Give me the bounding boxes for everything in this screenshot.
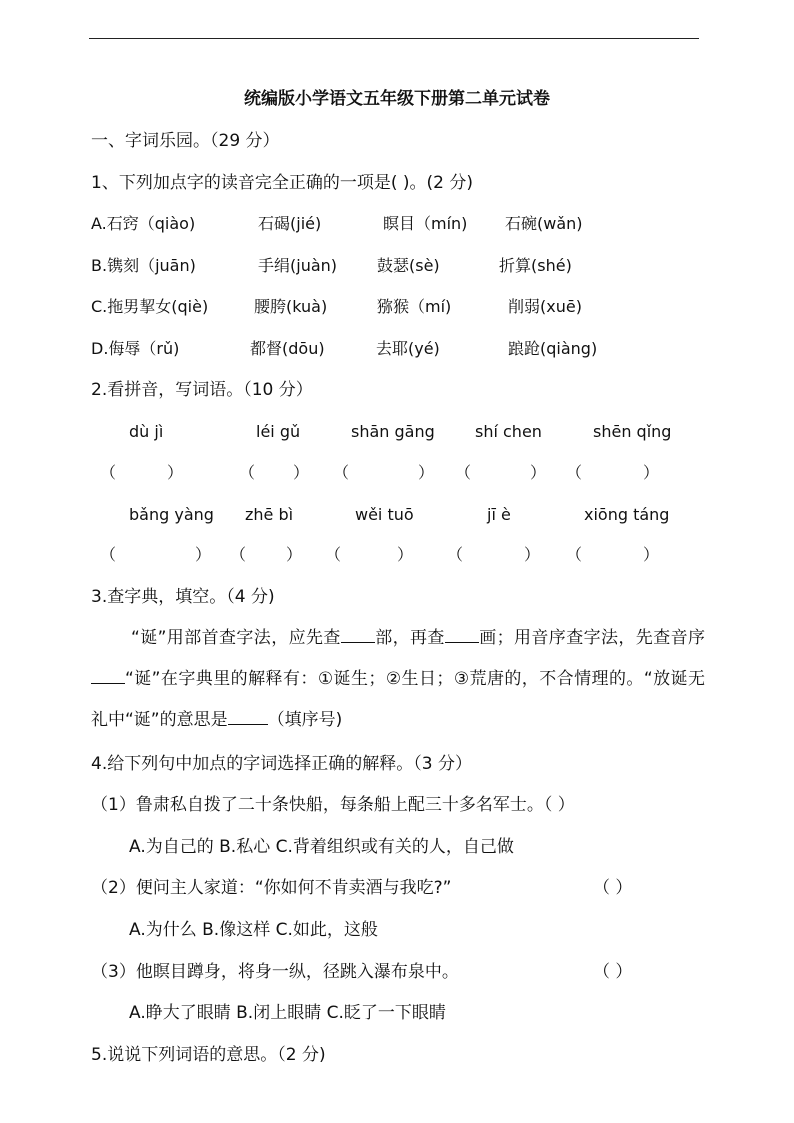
answer-box-close: ） — [418, 463, 435, 482]
pinyin-2-2: zhē bì — [245, 505, 294, 524]
q1-option-d-4: 踉跄(qiàng) — [508, 339, 598, 358]
pinyin-2-3: wěi tuō — [355, 505, 414, 524]
pinyin-2-1: bǎng yàng — [129, 505, 214, 524]
q3-text-3: 画；用音序查字法，先查音序 — [478, 628, 706, 648]
q3-text-2: 部，再查 — [374, 628, 445, 648]
pinyin-2-5: xiōng táng — [584, 505, 670, 524]
q1-option-b-4: 折算(shé) — [499, 256, 572, 275]
pinyin-1-5: shēn qǐng — [593, 422, 672, 441]
fill-blank[interactable] — [341, 626, 375, 643]
q4-answer-paren-3: （ ） — [593, 962, 633, 982]
answer-box-open: （ — [100, 545, 117, 564]
answer-box-open: （ — [230, 545, 247, 564]
q1-option-a-3: 瞑目（mín) — [383, 214, 468, 233]
q4-options-1: A.为自己的 B.私心 C.背着组织或有关的人，自己做 — [129, 837, 514, 857]
answer-box-close: ） — [293, 463, 310, 482]
fill-blank[interactable] — [228, 708, 268, 725]
q1-option-a-4: 石碗(wǎn) — [505, 214, 583, 233]
pinyin-1-1: dù jì — [129, 422, 164, 441]
header-rule — [89, 38, 699, 39]
answer-box-open: （ — [447, 545, 464, 564]
answer-box-open: （ — [100, 463, 117, 482]
q1-option-d-2: 都督(dōu) — [250, 339, 325, 358]
answer-box-close: ） — [643, 463, 660, 482]
answer-box-close: ） — [643, 545, 660, 564]
q1-option-a-2: 石碣(jié) — [258, 214, 322, 233]
q1-option-c-2: 腰胯(kuà) — [254, 297, 328, 316]
answer-box-close: ） — [195, 545, 212, 564]
answer-box-open: （ — [239, 463, 256, 482]
q4-options-2: A.为什么 B.像这样 C.如此，这般 — [129, 920, 378, 940]
q3-text-1: “诞”用部首查字法，应先查 — [131, 628, 341, 648]
pinyin-1-2: léi gǔ — [256, 422, 301, 441]
section-heading: 一、字词乐园。（29 分） — [91, 131, 280, 151]
answer-box-close: ） — [286, 545, 303, 564]
answer-box-open: （ — [566, 545, 583, 564]
question-3-paragraph — [91, 618, 705, 741]
answer-box-open: （ — [325, 545, 342, 564]
answer-box-open: （ — [566, 463, 583, 482]
fill-blank[interactable] — [91, 667, 125, 684]
answer-box-open: （ — [455, 463, 472, 482]
q3-text-5: （填序号) — [267, 710, 343, 730]
fill-blank[interactable] — [445, 626, 479, 643]
q4-sentence-3: （3）他瞑目蹲身，将身一纵，径跳入瀑布泉中。 — [91, 962, 459, 982]
q1-option-d-1: D.侮辱（rǔ) — [91, 339, 180, 358]
pinyin-1-4: shí chen — [475, 422, 542, 441]
q1-option-c-4: 削弱(xuē) — [508, 297, 582, 316]
question-1-stem: 1、下列加点字的读音完全正确的一项是( )。(2 分) — [91, 173, 473, 193]
question-4-stem: 4.给下列句中加点的字词选择正确的解释。（3 分） — [91, 754, 472, 774]
q4-sentence-2: （2）便问主人家道：“你如何不肯卖酒与我吃?” — [91, 878, 452, 898]
answer-box-close: ） — [167, 463, 184, 482]
q4-answer-paren-2: （ ） — [593, 878, 633, 898]
answer-box-close: ） — [524, 545, 541, 564]
answer-box-close: ） — [397, 545, 414, 564]
question-3-stem: 3.查字典，填空。（4 分) — [91, 587, 275, 607]
q1-option-b-2: 手绢(juàn) — [258, 256, 338, 275]
answer-box-open: （ — [333, 463, 350, 482]
q1-option-d-3: 去耶(yé) — [376, 339, 440, 358]
q1-option-b-3: 鼓瑟(sè) — [377, 256, 440, 275]
page-title: 统编版小学语文五年级下册第二单元试卷 — [244, 89, 550, 109]
answer-box-close: ） — [530, 463, 547, 482]
q4-sentence-1: （1）鲁肃私自拨了二十条快船，每条船上配三十多名军士。（ ） — [91, 795, 575, 815]
q4-options-3: A.睁大了眼睛 B.闭上眼睛 C.眨了一下眼睛 — [129, 1003, 446, 1023]
pinyin-2-4: jī è — [487, 505, 511, 524]
pinyin-1-3: shān gāng — [351, 422, 435, 441]
question-5-stem: 5.说说下列词语的意思。（2 分) — [91, 1045, 326, 1065]
q1-option-c-3: 猕猴（mí) — [377, 297, 452, 316]
q1-option-a-1: A.石窍（qiào) — [91, 214, 196, 233]
q1-option-c-1: C.拖男挈女(qiè) — [91, 297, 209, 316]
q3-text-4: “诞”在字典里的解释有：①诞生；②生日；③荒唐的，不合情理的。“放诞无礼中“诞”的意思是 — [91, 669, 705, 730]
question-2-stem: 2.看拼音，写词语。（10 分） — [91, 380, 313, 400]
q1-option-b-1: B.镌刻（juān) — [91, 256, 196, 275]
